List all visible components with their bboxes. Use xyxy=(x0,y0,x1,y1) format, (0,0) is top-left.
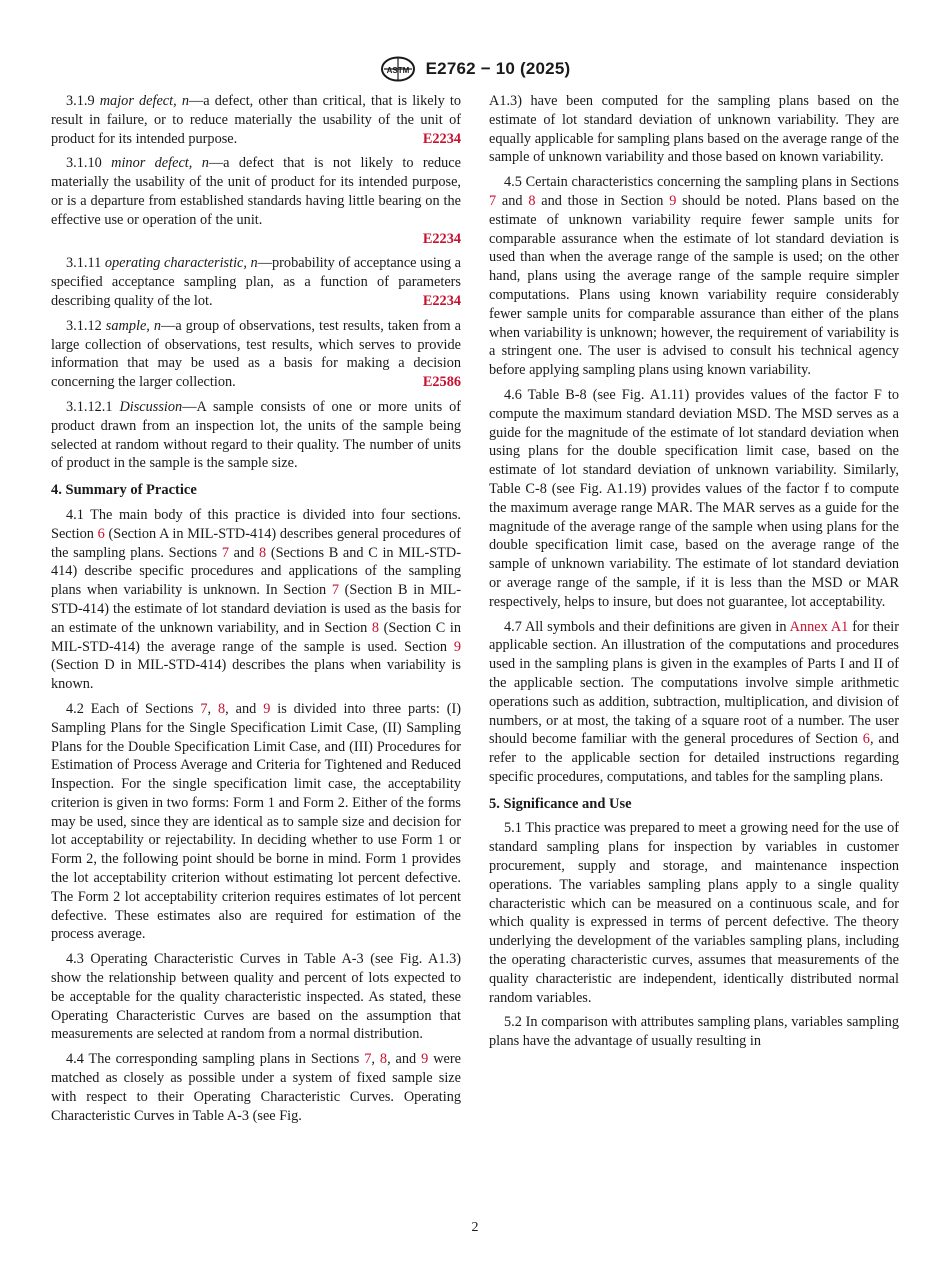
section-link[interactable]: 8 xyxy=(379,1051,388,1068)
definition-3-1-11: 3.1.11 operating characteristic, n—probability of acceptance using a specified acceptance sampling plan, as a function of parameters describing quality of the lot. E2234 xyxy=(51,255,462,309)
paragraph-4-6: 4.6 Table B-8 (see Fig. A1.11) provides values of the factor F to compute the maximum standard deviation MSD. The MSD serves as a guide for the magnitude of the estimate of lot standard deviation when using plans for the double specification limit case, based on the estimate of lot standard deviation of unknown variability. Similarly, Table C-8 (see Fig. A1.19) provides values of the factor f to compute the maximum average range MAR. The MAR serves as a guide for the magnitude of the average range of the sample when using plans for the double specification limit case, based on the average range of the sample of unknown variability. The estimate of lot standard deviation or average range of the sample, if it is less than the MSD or MAR respectively, helps to insure, but does not guarantee, lot acceptability. xyxy=(489,386,899,610)
section-heading-4: 4. Summary of Practice xyxy=(51,482,197,499)
page-number: 2 xyxy=(471,1220,479,1235)
paragraph-4-7: 4.7 All symbols and their definitions are given in Annex A1 for their applicable section. An illustration of the computations and procedures used in the sampling plans is given in the examples of Parts I and II of the applicable section. The computations involve simple arithmetic operations such as addition, subtraction, multiplication, and division of numbers, or at most, the taking of a square root of a number. The user should become familiar with the general procedures of Section 6, and refer to the applicable section for detailed instructions regarding specific procedures, computations, and tables for the sampling plans. xyxy=(489,618,900,785)
section-link[interactable]: 8 xyxy=(218,700,226,717)
paragraph-4-4: 4.4 The corresponding sampling plans in Sections 7, 8, and 9 were matched as closely as possible under a system of fixed sample size with respect to their Operating Characteristic Curves. Operating Characteristic Curves in Table A-3 (see Fig. xyxy=(51,1051,461,1124)
reference-link[interactable]: E2234 xyxy=(422,130,461,147)
document-id: E2762 − 10 (2025) xyxy=(425,59,571,78)
astm-logo-icon xyxy=(380,56,416,82)
paragraph-5-2: 5.2 In comparison with attributes sampling plans, variables sampling plans have the advantage of usually resulting in xyxy=(489,1014,899,1050)
section-link[interactable]: 7 xyxy=(489,192,497,209)
section-link[interactable]: 9 xyxy=(669,192,677,209)
definition-3-1-9: 3.1.9 major defect, n—a defect, other than critical, that is likely to result in failure, or to reduce materially the usability of the unit of product for its intended purpose. E2234 xyxy=(51,93,461,147)
page-header xyxy=(0,56,950,82)
section-link[interactable]: 7 xyxy=(364,1051,372,1068)
reference-link[interactable]: E2586 xyxy=(422,374,461,391)
section-link[interactable]: 9 xyxy=(263,700,271,717)
right-column xyxy=(489,92,899,1057)
paragraph-4-2: 4.2 Each of Sections 7, 8, and 9 is divided into three parts: (I) Sampling Plans for the Single Specification Limit Case, (II) Sampling Plans for the Double Specification Limit Case, and (III) Procedures for Estimation of Process Average and Criteria for Tightened and Reduced Inspection. For the single specification limit case, the acceptability criterion is given in two forms: Form 1 and Form 2. Either of the forms may be used, since they are identical as to sample size and decision for lot acceptability or rejectability. In deciding whether to use Form 1 or Form 2, the following point should be borne in mind. Form 1 provides the lot acceptability criterion without estimating lot percent defective. The Form 2 lot acceptability criterion requires estimates of lot percent defective. These estimates also are required for estimation of the process average. xyxy=(51,700,461,943)
section-link[interactable]: 7 xyxy=(200,700,208,717)
section-link[interactable]: 8 xyxy=(371,619,379,636)
discussion-3-1-12-1: 3.1.12.1 Discussion—A sample consists of one or more units of product drawn from an inspection lot, the units of the sample being selected at random without regard to their quality. The number of units of product in the sample is the sample size. xyxy=(51,398,461,472)
definition-3-1-10: 3.1.10 minor defect, n—a defect that is not likely to reduce materially the usability of the unit of product for its intended purpose, or is a departure from established standards having little bearing on the effective use or operation of the unit. E2234 xyxy=(51,155,461,247)
left-column xyxy=(51,92,461,1131)
section-link[interactable]: 8 xyxy=(258,544,267,561)
section-link[interactable]: 6 xyxy=(97,525,105,542)
definition-3-1-12: 3.1.12 sample, n—a group of observations, test results, taken from a large collection of observations, test results, which serves to provide information that may be used as a basis for making a decision concerning the larger collection. E2586 xyxy=(51,317,461,391)
section-link[interactable]: 9 xyxy=(421,1051,429,1068)
reference-link[interactable]: E2234 xyxy=(422,292,461,309)
paragraph-4-5: 4.5 Certain characteristics concerning the sampling plans in Sections 7 and 8 and those in Section 9 should be noted. Plans based on the estimate of unknown variability require fewer sample units for comparable assurance when the estimate of lot standard deviation is used than when the average range of the sample is used; on the other hand, plans using the average range of the sample require simpler computations. Plans using known variability require considerably fewer sample units for comparable assurance than either of the plans when variability is unknown; however, the requirement of variability is a stringent one. The user is advised to consult his technical agency before applying sampling plans using known variability. xyxy=(489,174,899,379)
section-heading-5: 5. Significance and Use xyxy=(489,795,632,812)
svg-text:ASTM: ASTM xyxy=(386,66,409,75)
annex-link[interactable]: Annex A1 xyxy=(789,618,849,635)
section-link[interactable]: 8 xyxy=(528,192,536,209)
paragraph-4-4-continued: A1.3) have been computed for the sampling plans based on the estimate of lot standard deviation of unknown variability. They are equally applicable for sampling plans based on the average range of the sample of unknown variability and those based on known variability. xyxy=(489,93,899,166)
section-link[interactable]: 9 xyxy=(453,638,461,655)
reference-link[interactable]: E2234 xyxy=(422,230,461,247)
paragraph-4-1: 4.1 The main body of this practice is divided into four sections. Section 6 (Section A in MIL-STD-414) describes general procedures of the sampling plans. Sections 7 and 8 (Sections B and C in MIL-STD-414) describe specific procedures and applications of the sampling plans when variability is unknown. In Section 7 (Section B in MIL-STD-414) the estimate of lot standard deviation is used as the basis for an estimate of the unknown variability, and in Section 8 (Section C in MIL-STD-414) the average range of the sample is used. Section 9 (Section D in MIL-STD-414) describes the plans when variability is known. xyxy=(51,506,461,693)
paragraph-5-1: 5.1 This practice was prepared to meet a growing need for the use of standard sampling plans for inspection by variables in customer procurement, supply and storage, and maintenance inspection operations. The variables sampling plans apply to a single quality characteristic which can be measured on a continuous scale, and for which quality is expressed in terms of percent defective. The theory underlying the development of the variables sampling plans, including the operating characteristic curves, assumes that measurements of the quality characteristic are independent, identically distributed normal random variables. xyxy=(489,820,899,1006)
section-link[interactable]: 6 xyxy=(862,731,870,748)
section-link[interactable]: 7 xyxy=(221,544,229,561)
section-link[interactable]: 7 xyxy=(331,582,339,599)
paragraph-4-3: 4.3 Operating Characteristic Curves in Table A-3 (see Fig. A1.3) show the relationship between quality and percent of lots expected to be acceptable for the quality characteristic inspected. As stated, these Operating Characteristic Curves are based on the assumption that measurements are selected at random from a normal distribution. xyxy=(51,951,461,1043)
